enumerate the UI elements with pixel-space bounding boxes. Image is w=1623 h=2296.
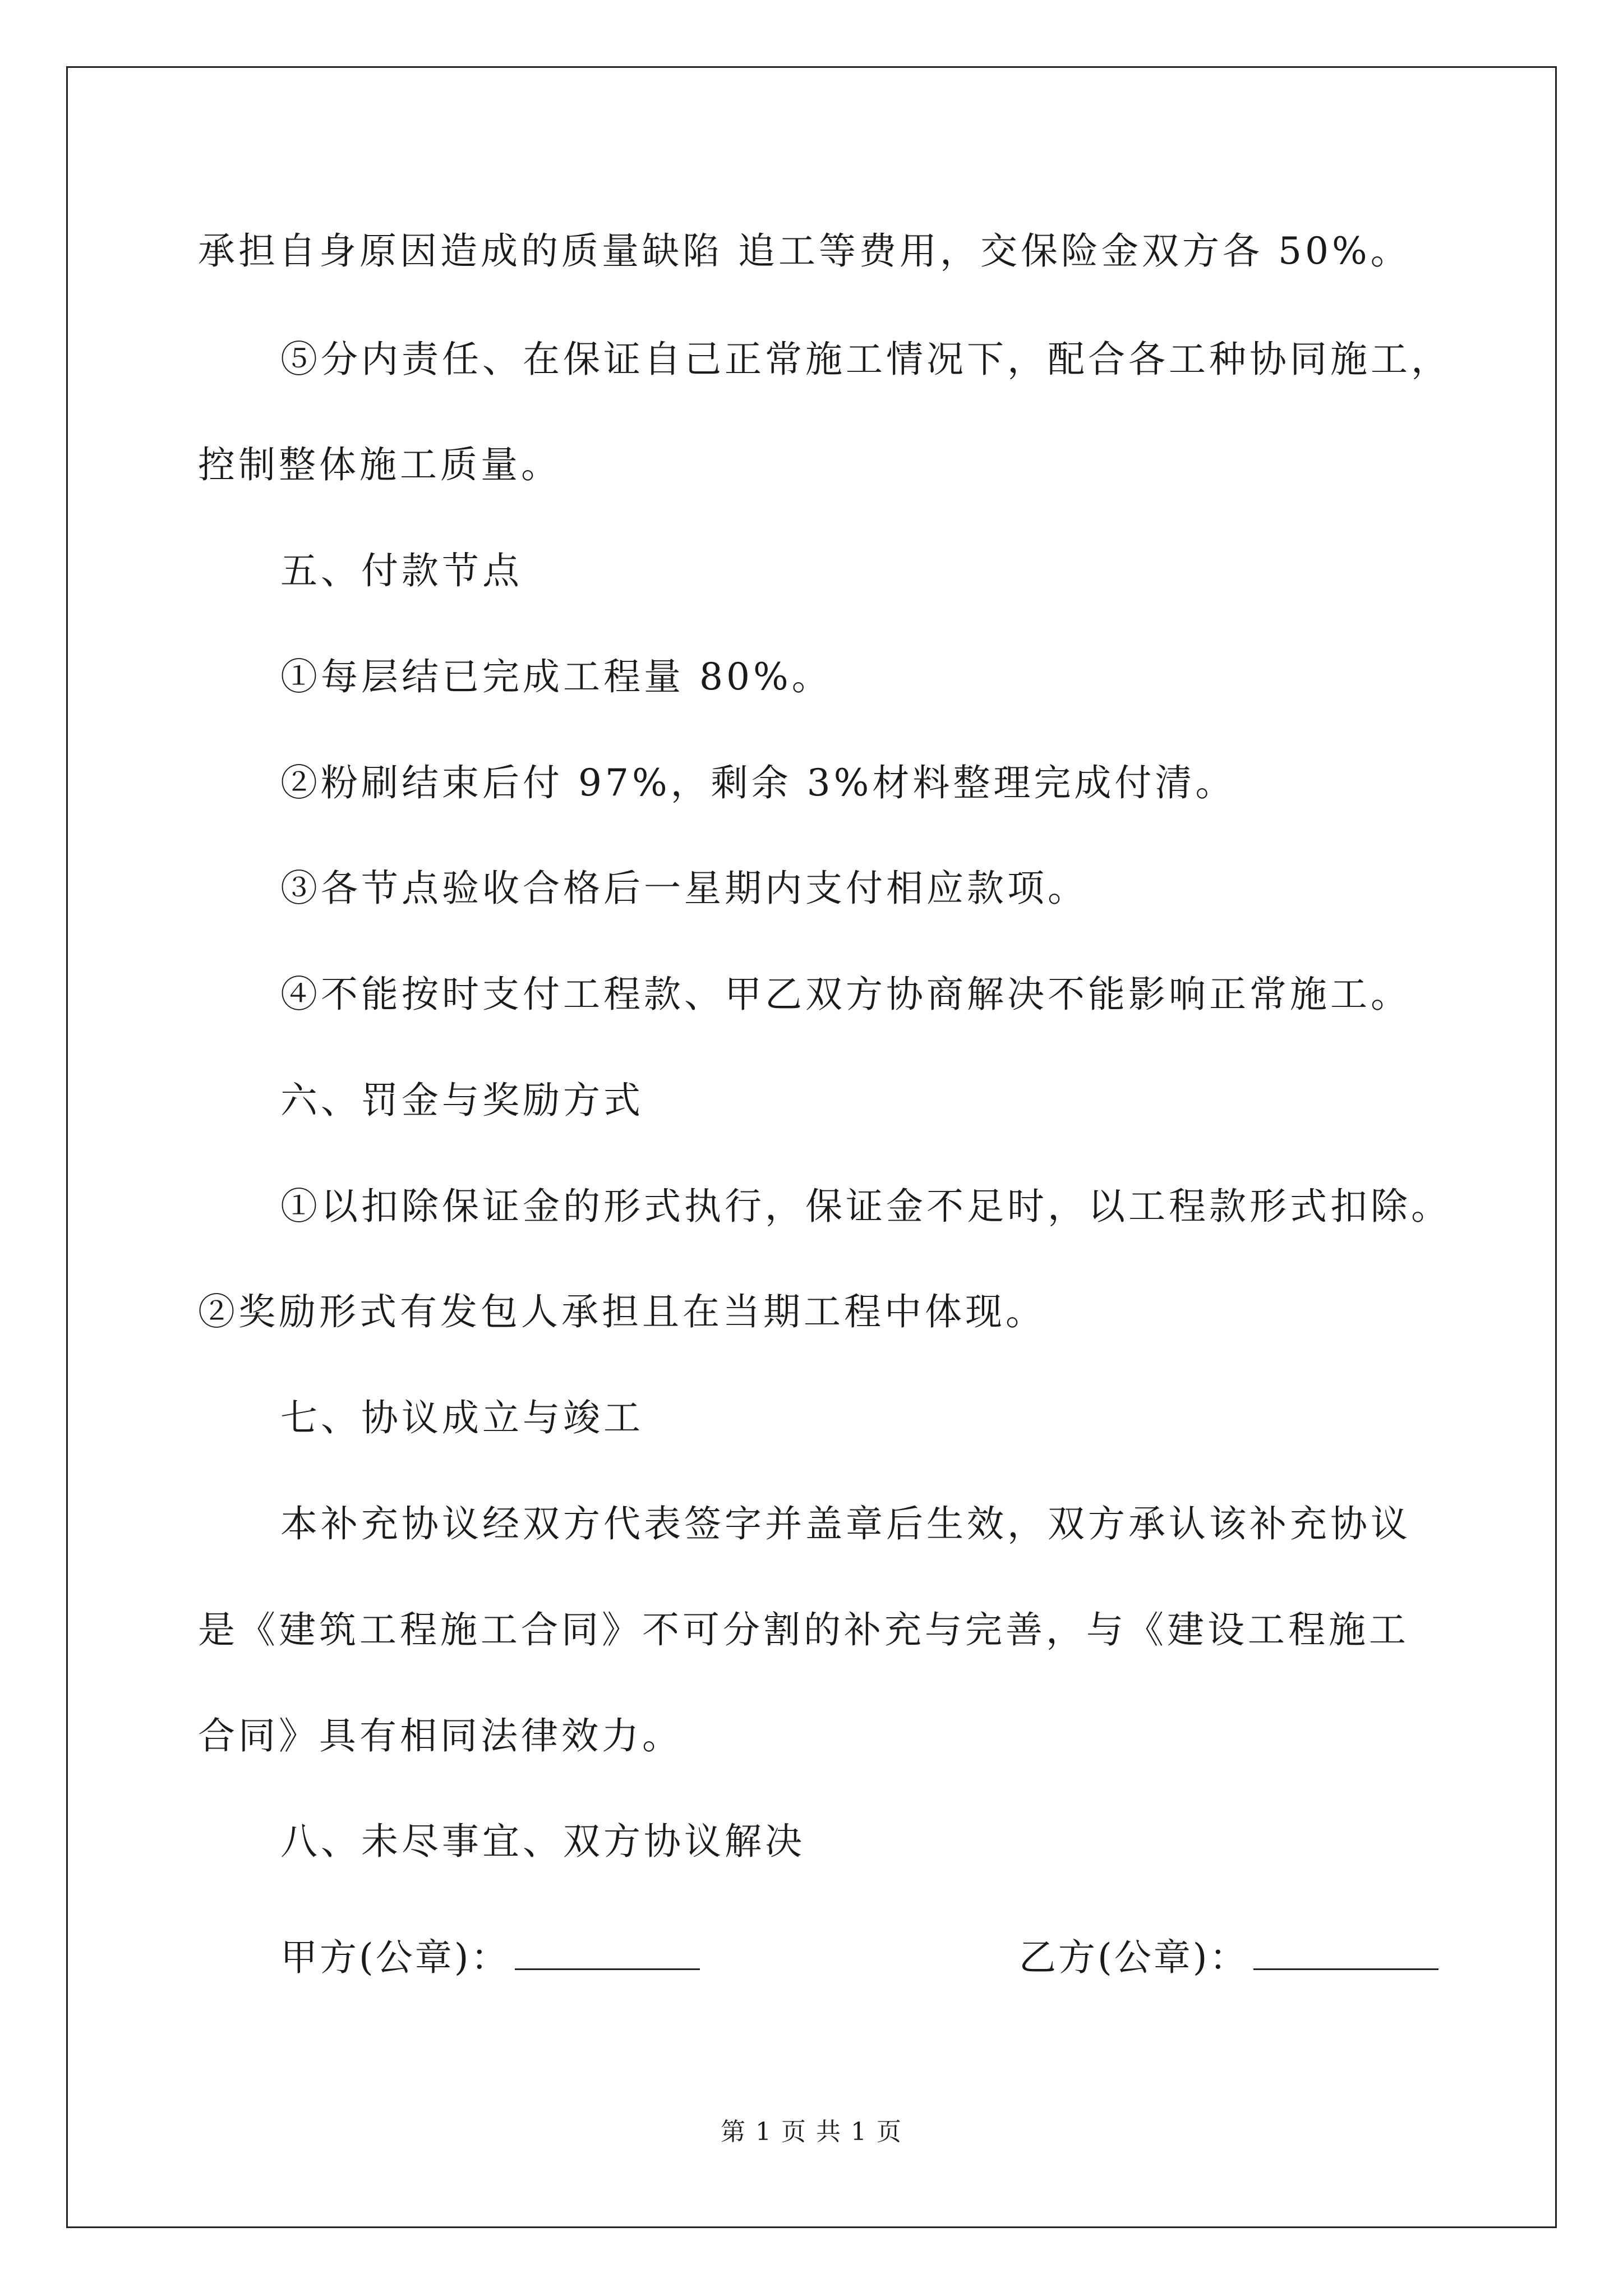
clause-4-5: ⑤分内责任、在保证自己正常施工情况下，配合各工种协同施工， [280, 338, 1451, 381]
clause-5-1: ①每层结已完成工程量 80%。 [280, 655, 832, 698]
party-a-signature [280, 1935, 700, 1980]
party-b-label: 乙方(公章)： [1019, 1936, 1249, 1979]
section-6-heading: 六、罚金与奖励方式 [280, 1079, 644, 1122]
clause-6-1: ①以扣除保证金的形式执行，保证金不足时，以工程款形式扣除。 [280, 1185, 1451, 1228]
section-7-heading: 七、协议成立与竣工 [280, 1396, 644, 1439]
page-frame [66, 66, 1557, 2228]
party-b-signature-blank[interactable] [1253, 1935, 1438, 1970]
party-a-label: 甲方(公章)： [280, 1936, 510, 1979]
section-7-paragraph: 本补充协议经双方代表签字并盖章后生效，双方承认该补充协议 [280, 1502, 1411, 1545]
section-7-paragraph-cont-2: 合同》具有相同法律效力。 [198, 1714, 683, 1757]
section-8-heading: 八、未尽事宜、双方协议解决 [280, 1820, 805, 1863]
clause-5-3: ③各节点验收合格后一星期内支付相应款项。 [280, 867, 1088, 910]
party-b-signature [1019, 1935, 1438, 1980]
party-a-signature-blank[interactable] [515, 1935, 700, 1970]
page-footer: 第 1 页 共 1 页 [721, 2118, 902, 2146]
section-7-paragraph-cont-1: 是《建筑工程施工合同》不可分割的补充与完善，与《建设工程施工 [198, 1608, 1409, 1651]
clause-5-2: ②粉刷结束后付 97%，剩余 3%材料整理完成付清。 [280, 761, 1236, 804]
clause-5-4: ④不能按时支付工程款、甲乙双方协商解决不能影响正常施工。 [280, 973, 1411, 1016]
body-line-cont-1: 承担自身原因造成的质量缺陷 追工等费用，交保险金双方各 50%。 [198, 229, 1411, 273]
section-5-heading: 五、付款节点 [280, 549, 523, 592]
clause-6-2: ②奖励形式有发包人承担且在当期工程中体现。 [198, 1290, 1046, 1333]
clause-4-5-cont: 控制整体施工质量。 [198, 443, 561, 486]
